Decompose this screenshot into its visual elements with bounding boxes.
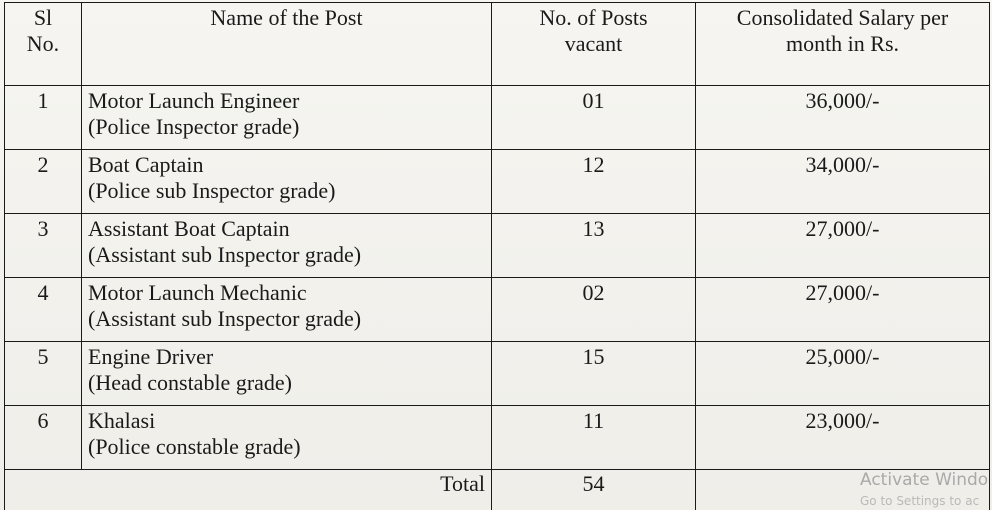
cell-sl-no: 1 bbox=[5, 86, 82, 150]
cell-sl-no: 4 bbox=[5, 278, 82, 342]
post-grade: (Assistant sub Inspector grade) bbox=[88, 306, 362, 331]
cell-salary: 25,000/- bbox=[696, 342, 990, 406]
cell-post-name bbox=[82, 214, 492, 278]
table-row bbox=[5, 150, 990, 214]
cell-post-name bbox=[82, 86, 492, 150]
cell-sl-no: 3 bbox=[5, 214, 82, 278]
post-grade: (Police constable grade) bbox=[88, 434, 301, 459]
vacancy-table bbox=[4, 2, 990, 510]
total-row bbox=[5, 470, 990, 510]
activate-windows-watermark: Activate Windo bbox=[860, 470, 989, 490]
header-post-name: Name of the Post bbox=[82, 3, 492, 86]
cell-post-name bbox=[82, 342, 492, 406]
header-posts-vacant: No. of Posts vacant bbox=[492, 3, 696, 86]
cell-post-name bbox=[82, 278, 492, 342]
cell-salary: 23,000/- bbox=[696, 406, 990, 470]
activate-windows-subtext: Go to Settings to ac bbox=[860, 494, 980, 508]
post-grade: (Police sub Inspector grade) bbox=[88, 178, 336, 203]
post-title: Khalasi bbox=[88, 408, 156, 433]
header-sl-no: Sl No. bbox=[5, 3, 82, 86]
table-row bbox=[5, 214, 990, 278]
cell-posts-vacant: 12 bbox=[492, 150, 696, 214]
cell-sl-no: 6 bbox=[5, 406, 82, 470]
total-label: Total bbox=[5, 470, 492, 510]
cell-salary: 36,000/- bbox=[696, 86, 990, 150]
header-salary: Consolidated Salary per month in Rs. bbox=[696, 3, 990, 86]
cell-posts-vacant: 13 bbox=[492, 214, 696, 278]
table-header-row bbox=[5, 3, 990, 86]
cell-posts-vacant: 02 bbox=[492, 278, 696, 342]
cell-salary: 27,000/- bbox=[696, 214, 990, 278]
post-title: Boat Captain bbox=[88, 152, 204, 177]
post-title: Engine Driver bbox=[88, 344, 214, 369]
table-row bbox=[5, 342, 990, 406]
cell-salary: 34,000/- bbox=[696, 150, 990, 214]
cell-sl-no: 5 bbox=[5, 342, 82, 406]
table-row bbox=[5, 406, 990, 470]
table-row bbox=[5, 86, 990, 150]
post-title: Assistant Boat Captain bbox=[88, 216, 290, 241]
table-row bbox=[5, 278, 990, 342]
cell-salary: 27,000/- bbox=[696, 278, 990, 342]
cell-posts-vacant: 15 bbox=[492, 342, 696, 406]
post-grade: (Police Inspector grade) bbox=[88, 114, 300, 139]
cell-sl-no: 2 bbox=[5, 150, 82, 214]
cell-post-name bbox=[82, 150, 492, 214]
cell-post-name bbox=[82, 406, 492, 470]
cell-posts-vacant: 01 bbox=[492, 86, 696, 150]
cell-posts-vacant: 11 bbox=[492, 406, 696, 470]
post-title: Motor Launch Engineer bbox=[88, 88, 300, 113]
post-title: Motor Launch Mechanic bbox=[88, 280, 307, 305]
post-grade: (Assistant sub Inspector grade) bbox=[88, 242, 362, 267]
post-grade: (Head constable grade) bbox=[88, 370, 293, 395]
total-value: 54 bbox=[492, 470, 696, 510]
